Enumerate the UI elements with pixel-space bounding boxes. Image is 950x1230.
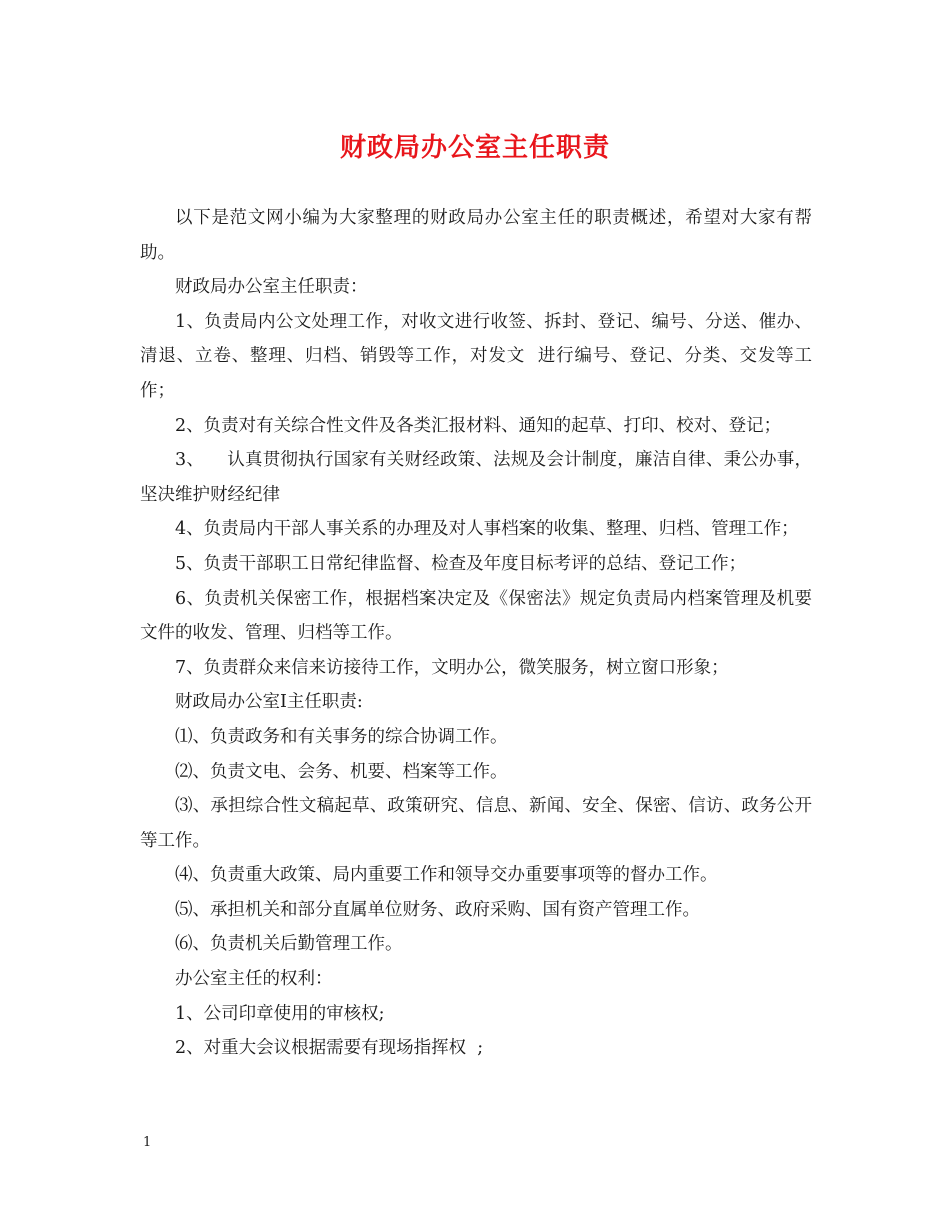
duty-item-3: 3、 认真贯彻执行国家有关财经政策、法规及会计制度，廉洁自律、秉公办事，坚决维护财经纪律 (140, 450, 812, 505)
intro-paragraph: 以下是范文网小编为大家整理的财政局办公室主任的职责概述，希望对大家有帮助。 (140, 208, 812, 263)
duty-item-6: 6、负责机关保密工作，根据档案决定及《保密法》规定负责局内档案管理及机要文件的收发、管理、归档等工作。 (140, 588, 812, 644)
director-duty-3: ⑶、承担综合性文稿起草、政策研究、信息、新闻、安全、保密、信访、政务公开等工作。 (140, 796, 812, 851)
duty-item-5: 5、负责干部职工日常纪律监督、检查及年度目标考评的总结、登记工作； (175, 553, 747, 574)
section-heading-director-duties: 财政局办公室Ⅰ主任职责: (175, 692, 363, 713)
director-duty-6: ⑹、负责机关后勤管理工作。 (175, 934, 403, 955)
director-duty-4: ⑷、负责重大政策、局内重要工作和领导交办重要事项等的督办工作。 (175, 865, 718, 886)
section-heading-rights: 办公室主任的权利： (175, 969, 333, 990)
duty-item-2: 2、负责对有关综合性文件及各类汇报材料、通知的起草、打印、校对、登记； (175, 415, 782, 436)
right-item-2: 2、对重大会议根据需要有现场指挥权 ; (175, 1038, 484, 1059)
document-body (140, 201, 812, 1066)
duty-item-4: 4、负责局内干部人事关系的办理及对人事档案的收集、整理、归档、管理工作； (175, 519, 799, 540)
director-duty-2: ⑵、负责文电、会务、机要、档案等工作。 (175, 761, 508, 782)
section-heading-duties: 财政局办公室主任职责： (175, 277, 368, 298)
right-item-1: 1、公司印章使用的审核权; (175, 1003, 385, 1024)
page-number: 1 (143, 1135, 152, 1150)
director-duty-1: ⑴、负责政务和有关事务的综合协调工作。 (175, 726, 508, 747)
duty-item-1: 1、负责局内公文处理工作，对收文进行收签、拆封、登记、编号、分送、催办、清退、立卷、整理、归档、销毁等工作，对发文 进行编号、登记、分类、交发等工作； (140, 311, 812, 401)
document-title: 财政局办公室主任职责 (339, 133, 610, 163)
duty-item-7: 7、负责群众来信来访接待工作，文明办公，微笑服务，树立窗口形象； (175, 657, 729, 678)
director-duty-5: ⑸、承担机关和部分直属单位财务、政府采购、国有资产管理工作。 (175, 899, 700, 920)
